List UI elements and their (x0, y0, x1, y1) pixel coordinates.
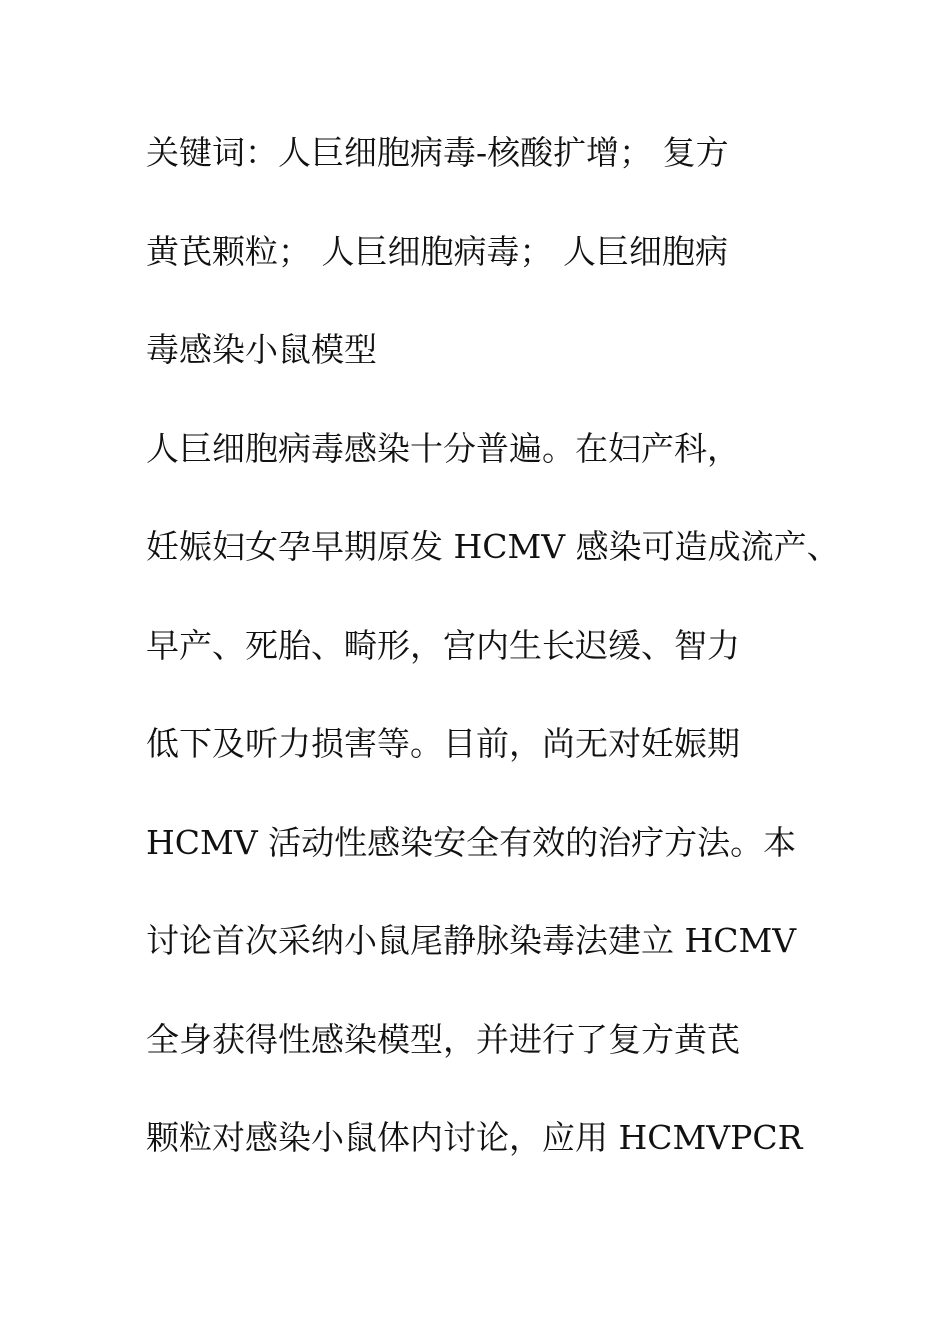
paragraph-line-1: 人巨细胞病毒感染十分普遍。在妇产科， (146, 428, 740, 468)
paragraph-line-6: 讨论首次采纳小鼠尾静脉染毒法建立 HCMV (146, 921, 797, 960)
paragraph-line-8: 颗粒对感染小鼠体内讨论，应用 HCMVPCR (146, 1118, 803, 1157)
document-body (146, 118, 840, 1202)
paragraph-line-7: 全身获得性感染模型，并进行了复方黄芪 (146, 1019, 740, 1059)
keywords-line-2: 黄芪颗粒； 人巨细胞病毒； 人巨细胞病 (146, 231, 728, 271)
paragraph-line-2: 妊娠妇女孕早期原发 HCMV 感染可造成流产、 (146, 527, 840, 566)
keywords-line-1: 关键词：人巨细胞病毒-核酸扩增； 复方 (146, 133, 729, 172)
keywords-line-3: 毒感染小鼠模型 (146, 330, 377, 369)
paragraph-line-4: 低下及听力损害等。目前，尚无对妊娠期 (146, 724, 740, 763)
paragraph-line-5: HCMV 活动性感染安全有效的治疗方法。本 (146, 822, 797, 862)
paragraph-line-3: 早产、死胎、畸形，宫内生长迟缓、智力 (146, 625, 740, 665)
